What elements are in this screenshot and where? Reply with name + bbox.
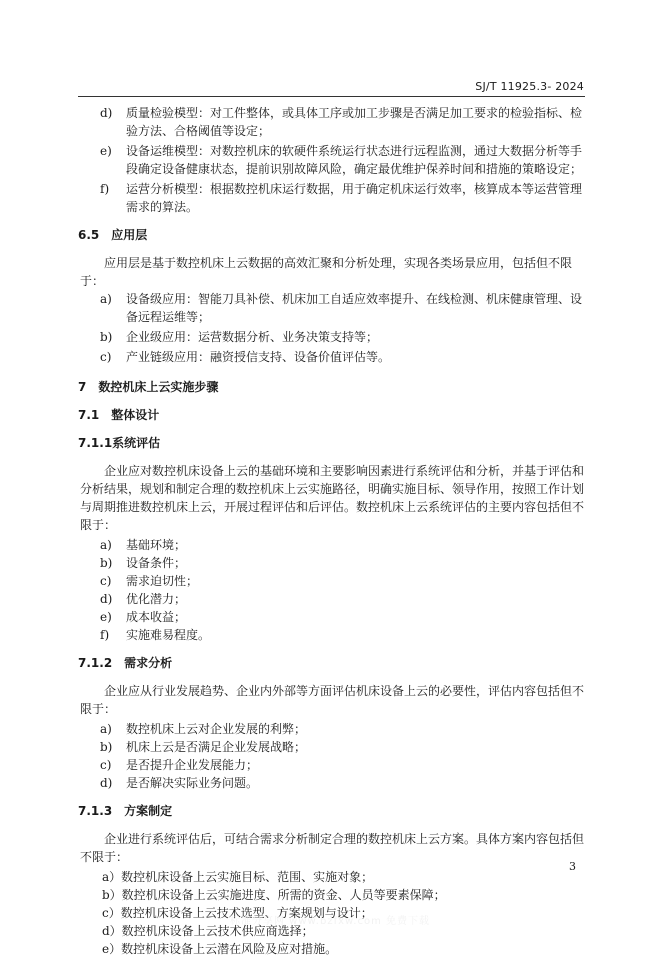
subsection-heading: 7.1.1 系统评估 — [78, 436, 161, 450]
paragraph: 企业进行系统评估后，可结合需求分析制定合理的数控机床上云方案。具体方案内容包括但不限于： — [80, 832, 585, 864]
list-item: f) 实施难易程度。 — [100, 628, 211, 642]
document-body — [78, 104, 586, 958]
standard-number: SJ/T 11925.3- 2024 — [475, 80, 584, 93]
list-item: d）数控机床设备上云技术供应商选择； — [102, 924, 314, 938]
paragraph: 企业应对数控机床设备上云的基础环境和主要影响因素进行系统评估和分析，并基于评估和分析结果，规划和制定合理的数控机床上云实施路径，明确实施目标、领导作用，按照工作计划与周期推进数控机床上云，开展过程评估和后评估。数控机床上云系统评估的主要内容包括但不限于： — [80, 464, 585, 532]
list-item: b）数控机床设备上云实施进度、所需的资金、人员等要素保障； — [102, 888, 446, 902]
list-item: c) 是否提升企业发展能力； — [100, 758, 259, 772]
list-item: c) 需求迫切性； — [100, 574, 199, 588]
list-item: d) 优化潜力； — [100, 592, 187, 606]
list-item: d) 质量检验模型：对工件整体，或具体工序或加工步骤是否满足加工要求的检验指标、检验方法、合格阈值等设定； — [100, 106, 583, 138]
paragraph: 企业应从行业发展趋势、企业内外部等方面评估机床设备上云的必要性，评估内容包括但不限于： — [80, 684, 585, 716]
application-list — [78, 290, 586, 366]
section-heading: 6.5 应用层 — [78, 228, 148, 242]
paragraph: 应用层是基于数控机床上云数据的高效汇聚和分析处理，实现各类场景应用，包括但不限于： — [80, 256, 573, 288]
model-list — [78, 104, 586, 216]
list-item: b) 企业级应用：运营数据分析、业务决策支持等； — [100, 330, 379, 344]
list-item: b) 机床上云是否满足企业发展战略； — [100, 740, 307, 754]
subsection-heading: 7.1.2 需求分析 — [78, 656, 173, 670]
section-heading: 7.1 整体设计 — [78, 408, 160, 422]
evaluation-list — [78, 536, 586, 644]
page-number: 3 — [569, 860, 576, 873]
list-item: c) 产业链级应用：融资授信支持、设备价值评估等。 — [100, 350, 391, 364]
list-item: e）数控机床设备上云潜在风险及应对措施。 — [102, 942, 338, 956]
chapter-heading: 7 数控机床上云实施步骤 — [78, 380, 219, 394]
requirement-list — [78, 720, 586, 792]
list-item: a) 设备级应用：智能刀具补偿、机床加工自适应效率提升、在线检测、机床健康管理、设备远程运维等； — [100, 292, 583, 324]
list-item: e) 成本收益； — [100, 610, 187, 624]
list-item: a) 数控机床上云对企业发展的利弊； — [100, 722, 307, 736]
list-item: a）数控机床设备上云实施目标、范围、实施对象； — [102, 870, 374, 884]
header-rule — [78, 96, 585, 97]
list-item: c）数控机床设备上云技术选型、方案规划与设计； — [102, 906, 373, 920]
list-item: f) 运营分析模型：根据数控机床运行数据，用于确定机床运行效率，核算成本等运营管理需求的算法。 — [100, 182, 583, 214]
list-item: d) 是否解决实际业务问题。 — [100, 776, 259, 790]
list-item: a) 基础环境； — [100, 538, 187, 552]
list-item: e) 设备运维模型：对数控机床的软硬件系统运行状态进行远程监测，通过大数据分析等手段确定设备健康状态，提前识别故障风险，确定最优维护保养时间和措施的策略设定； — [100, 144, 583, 176]
watermark-footer: 标准分享网 www.bzfxw.com 免费下载 — [230, 916, 430, 927]
subsection-heading: 7.1.3 方案制定 — [78, 804, 173, 818]
list-item: b) 设备条件； — [100, 556, 187, 570]
